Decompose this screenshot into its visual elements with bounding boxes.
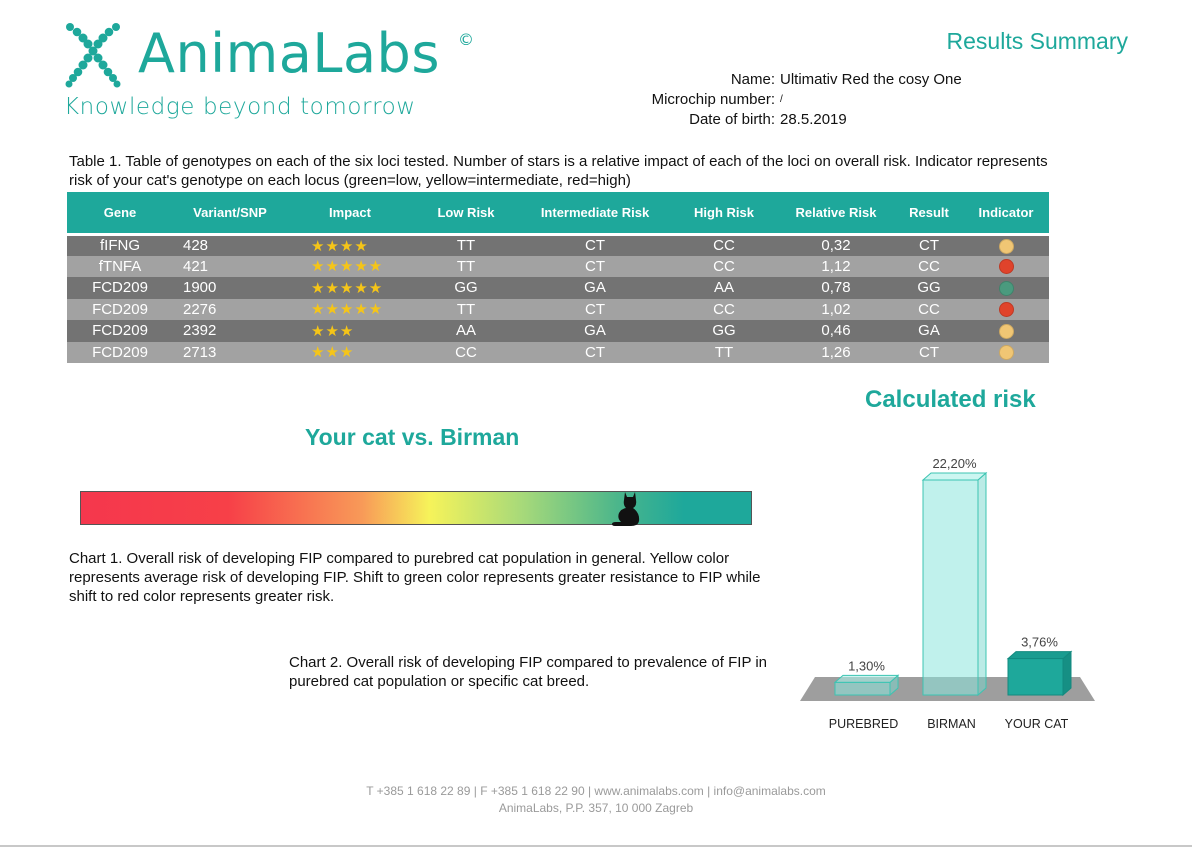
dob-value: 28.5.2019 xyxy=(780,111,847,128)
variant-cell: 1900 xyxy=(183,279,217,297)
variant-cell: 2276 xyxy=(183,300,217,318)
impact-stars: ★★★★ xyxy=(311,237,369,255)
bar-your-cat xyxy=(1008,652,1071,695)
result-cell: CC xyxy=(918,257,940,275)
relative-risk-cell: 0,46 xyxy=(821,322,851,340)
low-risk-cell: AA xyxy=(455,322,476,340)
table-body xyxy=(67,234,1049,363)
table-row xyxy=(67,342,1049,364)
page-title: Results Summary xyxy=(946,28,1128,54)
relative-risk-cell: 1,26 xyxy=(821,343,851,361)
category-label: YOUR CAT xyxy=(1004,717,1069,731)
indicator-cell xyxy=(963,320,1049,342)
impact-stars: ★★★ xyxy=(311,322,355,340)
low-risk-cell: GG xyxy=(454,279,478,297)
result-cell: CT xyxy=(919,343,939,361)
impact-stars: ★★★★★ xyxy=(311,258,384,276)
relative-risk-cell: 1,12 xyxy=(821,257,851,275)
cat-icon xyxy=(607,489,643,527)
chart2-caption: Chart 2. Overall risk of developing FIP compared to prevalence of FIP in purebred cat population or specific cat breed. xyxy=(289,654,768,690)
result-cell: CT xyxy=(919,237,939,254)
table-row xyxy=(67,299,1049,321)
bar-value-label: 22,20% xyxy=(932,456,977,471)
table-row xyxy=(67,277,1049,299)
indicator-dot-icon xyxy=(999,345,1014,360)
impact-stars: ★★★★★ xyxy=(311,279,384,297)
header-low-risk: Low Risk xyxy=(413,192,519,234)
header-gene: Gene xyxy=(67,192,173,234)
high-risk-cell: TT xyxy=(714,343,734,361)
logo-copyright: © xyxy=(458,30,474,49)
impact-stars: ★★★★★ xyxy=(311,301,384,319)
footer-address: AnimaLabs, P.P. 357, 10 000 Zagreb xyxy=(498,801,694,815)
bar-value-label: 3,76% xyxy=(1021,634,1058,650)
header-result: Result xyxy=(895,192,963,234)
header-indicator: Indicator xyxy=(963,192,1049,234)
comparison-title: Your cat vs. Birman xyxy=(305,424,520,450)
dob-label: Date of birth: xyxy=(689,111,775,128)
intermediate-risk-cell: CT xyxy=(585,343,605,361)
microchip-value: / xyxy=(780,94,783,105)
variant-cell: 428 xyxy=(183,237,209,254)
tagline: Knowledge beyond tomorrow xyxy=(64,94,416,120)
result-cell: GG xyxy=(917,279,941,297)
footer-divider xyxy=(0,845,1192,847)
table-row xyxy=(67,256,1049,278)
impact-stars: ★★★ xyxy=(311,344,355,362)
category-label: PUREBRED xyxy=(828,717,899,731)
risk-gradient-bar xyxy=(80,491,752,525)
footer xyxy=(0,783,1192,817)
gene-cell: FCD209 xyxy=(92,343,148,361)
intermediate-risk-cell: CT xyxy=(585,257,605,275)
microchip-row xyxy=(560,91,1060,111)
name-row xyxy=(560,71,1060,91)
low-risk-cell: TT xyxy=(456,257,476,275)
logo-wordmark: AnimaLabs xyxy=(138,22,440,85)
intermediate-risk-cell: CT xyxy=(585,237,605,254)
footer-contact: T +385 1 618 22 89 | F +385 1 618 22 90 | www.animalabs.com | info@animalabs.com xyxy=(366,784,826,798)
calculated-risk-chart xyxy=(795,445,1115,745)
header-impact: Impact xyxy=(287,192,413,234)
indicator-dot-icon xyxy=(999,259,1014,274)
high-risk-cell: AA xyxy=(713,279,734,297)
indicator-dot-icon xyxy=(999,324,1014,339)
indicator-cell xyxy=(963,277,1049,299)
indicator-cell xyxy=(963,342,1049,364)
result-cell: GA xyxy=(918,322,940,340)
table-row xyxy=(67,320,1049,342)
gene-cell: FCD209 xyxy=(92,279,148,297)
genotype-table xyxy=(67,192,1049,363)
low-risk-cell: CC xyxy=(455,343,477,361)
result-cell: CC xyxy=(918,300,940,318)
header-relative-risk: Relative Risk xyxy=(777,192,895,234)
high-risk-cell: CC xyxy=(713,257,735,275)
variant-cell: 421 xyxy=(183,257,209,275)
bar-birman xyxy=(923,473,986,695)
intermediate-risk-cell: GA xyxy=(584,322,606,340)
low-risk-cell: TT xyxy=(456,300,476,318)
high-risk-cell: CC xyxy=(713,237,735,254)
gene-cell: FCD209 xyxy=(92,322,148,340)
calculated-risk-title: Calculated risk xyxy=(865,386,1036,413)
indicator-cell xyxy=(963,234,1049,256)
high-risk-cell: GG xyxy=(712,322,736,340)
relative-risk-cell: 0,78 xyxy=(821,279,851,297)
table-header-row xyxy=(67,192,1049,234)
high-risk-cell: CC xyxy=(713,300,735,318)
dob-row xyxy=(560,111,1060,131)
variant-cell: 2392 xyxy=(183,322,217,340)
indicator-cell xyxy=(963,256,1049,278)
animalabs-logo-icon xyxy=(64,22,122,88)
indicator-cell xyxy=(963,299,1049,321)
indicator-dot-icon xyxy=(999,302,1014,317)
name-value: Ultimativ Red the cosy One xyxy=(780,71,962,88)
variant-cell: 2713 xyxy=(183,343,217,361)
chart1-caption: Chart 1. Overall risk of developing FIP compared to purebred cat population in general. Yellow color represents average risk of developing FIP. Shift to green color represents greater resistance to FIP while shift to red color represents greater risk. xyxy=(69,550,761,605)
microchip-label: Microchip number: xyxy=(651,91,775,108)
bar-value-label: 1,30% xyxy=(848,658,885,674)
gene-cell: fTNFA xyxy=(98,257,142,275)
intermediate-risk-cell: CT xyxy=(585,300,605,318)
indicator-dot-icon xyxy=(999,239,1014,254)
header-intermediate-risk: Intermediate Risk xyxy=(519,192,671,234)
header-high-risk: High Risk xyxy=(671,192,777,234)
relative-risk-cell: 1,02 xyxy=(821,300,851,318)
relative-risk-cell: 0,32 xyxy=(821,237,851,254)
indicator-dot-icon xyxy=(999,281,1014,296)
bar-purebred xyxy=(835,675,898,695)
name-label: Name: xyxy=(730,71,775,88)
low-risk-cell: TT xyxy=(456,237,476,254)
gene-cell: FCD209 xyxy=(92,300,148,318)
table-caption: Table 1. Table of genotypes on each of the six loci tested. Number of stars is a relative impact of each of the loci on overall risk. Indicator represents risk of your cat's genotype on each locus (green=low, yellow=intermediate, red=high) xyxy=(69,153,1048,189)
category-label: BIRMAN xyxy=(927,717,976,731)
header-variant: Variant/SNP xyxy=(173,192,287,234)
intermediate-risk-cell: GA xyxy=(584,279,606,297)
gene-cell: fIFNG xyxy=(100,237,140,254)
table-row xyxy=(67,234,1049,256)
